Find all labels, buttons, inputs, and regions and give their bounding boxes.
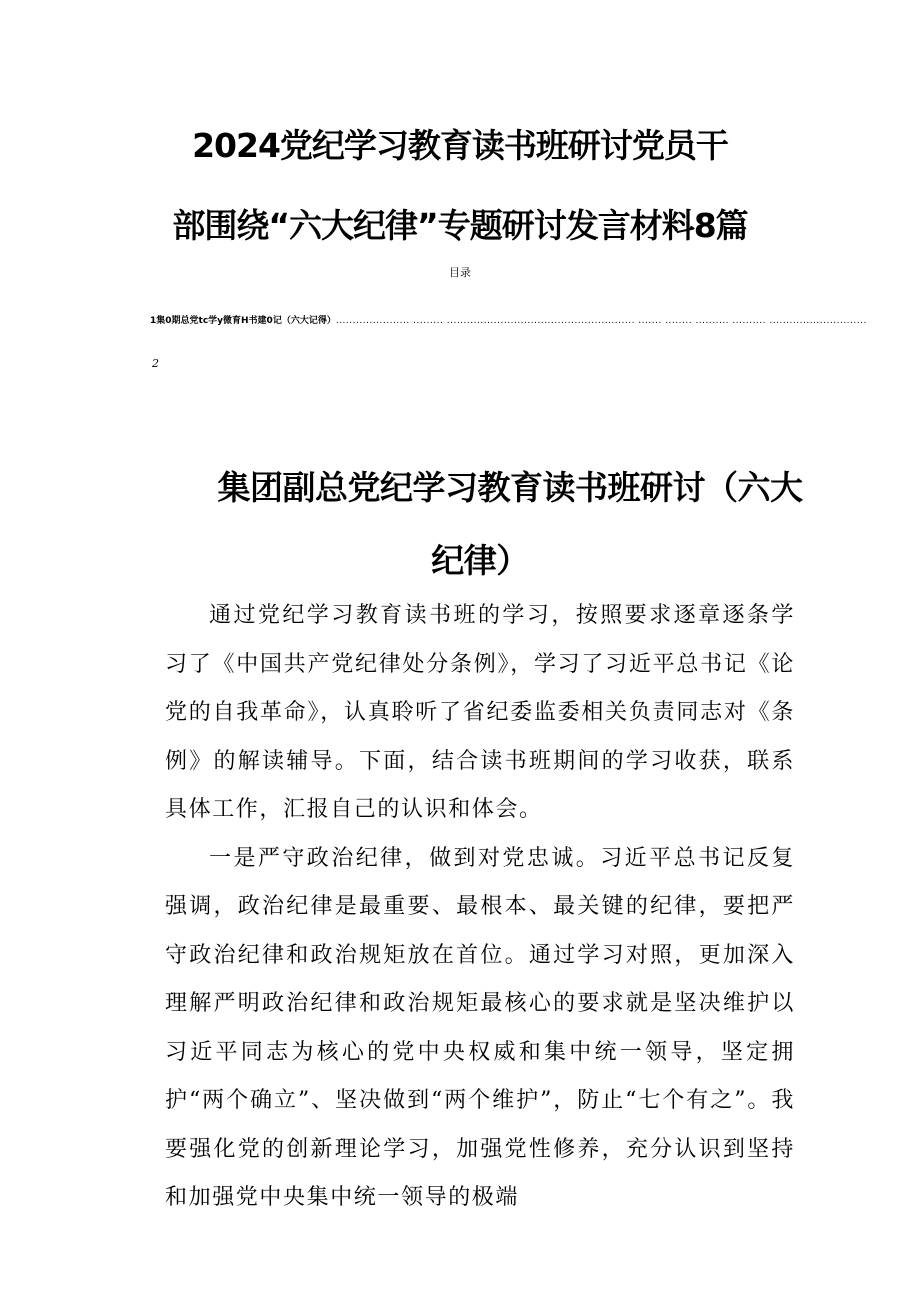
toc-entry[interactable]	[150, 314, 867, 328]
toc-entry-leader: ...................... ......... ........................................................ ....... ........ .......... .......... .............................	[335, 316, 867, 326]
document-title-line-1: 2024党纪学习教育读书班研讨党员干	[192, 126, 728, 165]
section-title-line-1: 集团副总党纪学习教育读书班研讨（六大	[217, 468, 803, 507]
body-text	[165, 592, 795, 1223]
document-title-line-2: 部围绕“六大纪律”专题研讨发言材料8篇	[172, 206, 748, 245]
body-paragraph-2: 一是严守政治纪律，做到对党忠诚。习近平总书记反复强调，政治纪律是最重要、最根本、最关键的纪律，要把严守政治纪律和政治规矩放在首位。通过学习对照，更加深入理解严明政治纪律和政治规矩最核心的要求就是坚决维护以习近平同志为核心的党中央权威和集中统一领导，坚定拥护“两个确立”、坚决做到“两个维护”，防止“七个有之”。我要强化党的创新理论学习，加强党性修养，充分认识到坚持和加强党中央集中统一领导的极端	[165, 845, 795, 1210]
toc-entry-page-number: 2	[152, 357, 159, 370]
toc-heading: 目录	[449, 266, 471, 279]
body-paragraph-1: 通过党纪学习教育读书班的学习，按照要求逐章逐条学习了《中国共产党纪律处分条例》，学习了习近平总书记《论党的自我革命》，认真聆听了省纪委监委相关负责同志对《条例》的解读辅导。下面，结合读书班期间的学习收获，联系具体工作，汇报自己的认识和体会。	[165, 603, 795, 822]
section-title-line-2: 纪律）	[431, 541, 529, 580]
toc-entry-text: 1集0期总党tc学y微育H书建0记（六大记得）	[150, 316, 336, 326]
